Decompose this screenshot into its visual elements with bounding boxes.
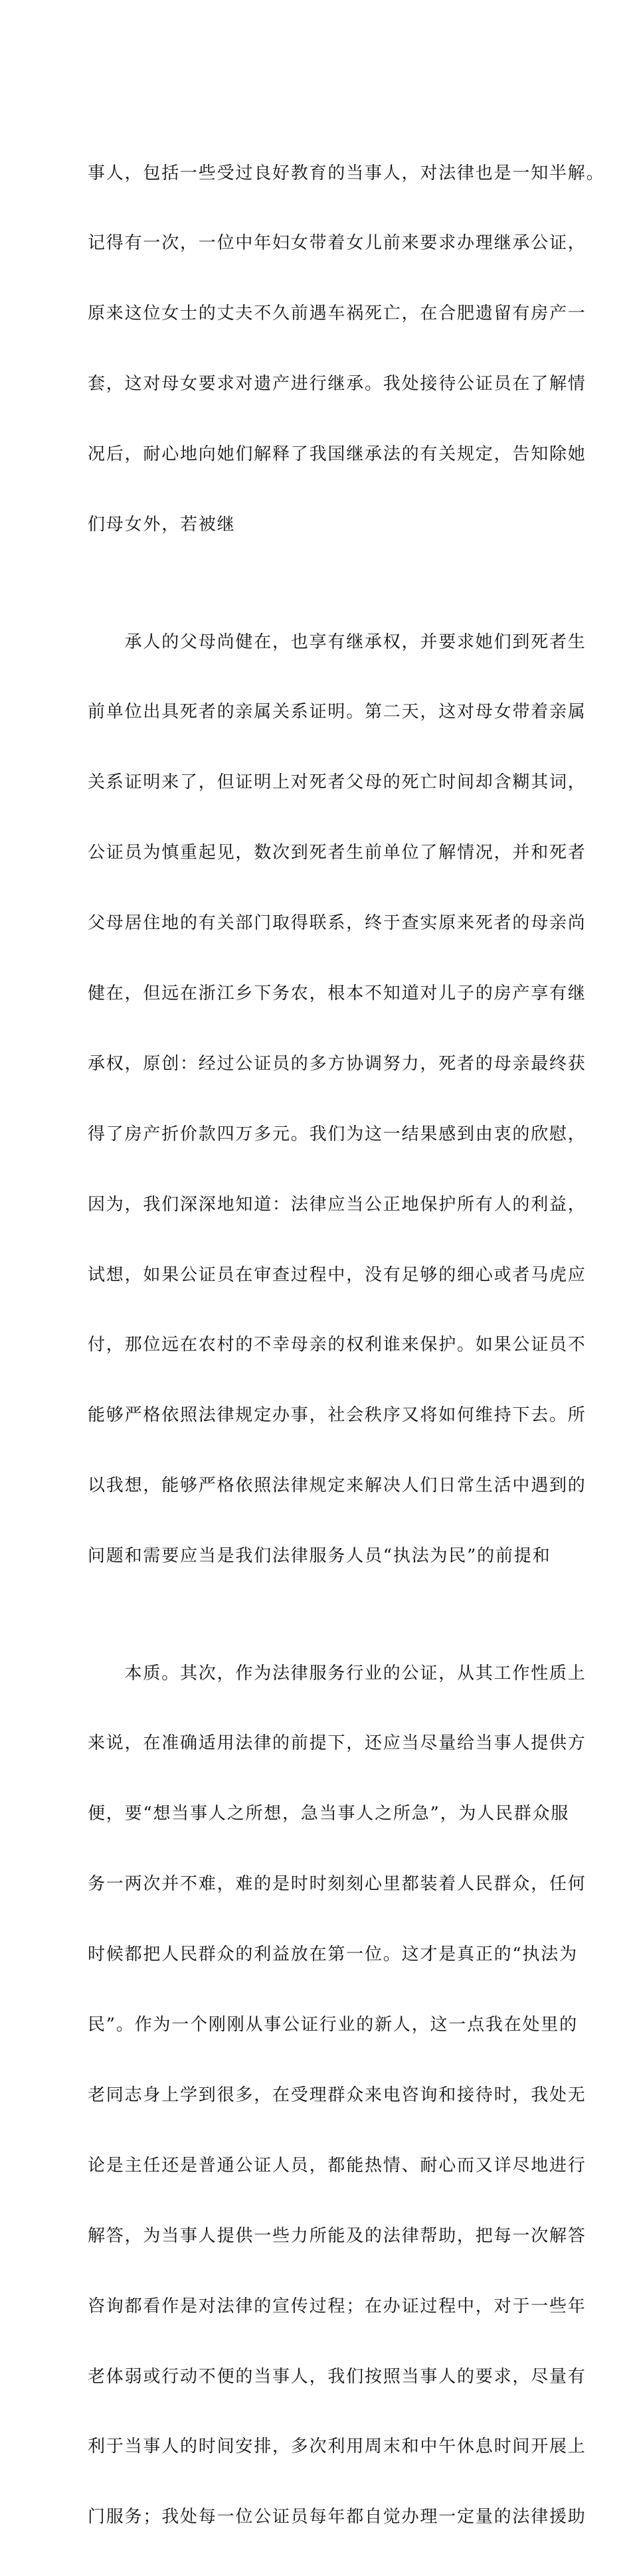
text-line: 门服务；我处每一位公证员每年都自觉办理一定量的法律援助 <box>88 2507 586 2528</box>
text-line: 民”。作为一个刚刚从事公证行业的新人，这一点我在处里的 <box>88 2015 578 2035</box>
text-line: 试想，如果公证员在审查过程中，没有足够的细心或者马虎应 <box>88 1264 586 1285</box>
text-line: 便，要“想当事人之所想，急当事人之所急”，为人民群众服 <box>88 1804 570 1824</box>
document-page <box>88 115 605 2576</box>
text-line: 记得有一次，一位中年妇女带着女儿前来要求办理继承公证， <box>88 233 586 254</box>
text-line: 承人的父母尚健在，也享有继承权，并要求她们到死者生 <box>88 632 586 652</box>
text-line: 问题和需要应当是我们法律服务人员“执法为民”的前提和 <box>88 1546 551 1567</box>
text-line: 老同志身上学到很多，在受理群众来电咨询和接待时，我处无 <box>88 2085 586 2105</box>
text-line: 付，那位远在农村的不幸母亲的权利谁来保护。如果公证员不 <box>88 1335 586 1355</box>
text-line: 务一两次并不难，难的是时时刻刻心里都装着人民群众，任何 <box>88 1874 586 1895</box>
text-line: 以我想，能够严格依照法律规定来解决人们日常生活中遇到的 <box>88 1476 586 1496</box>
paragraph-2 <box>88 584 586 1615</box>
text-line: 因为，我们深深地知道：法律应当公正地保护所有人的利益， <box>88 1194 586 1215</box>
text-line: 承权，原创：经过公证员的多方协调努力，死者的母亲最终获 <box>88 1053 586 1074</box>
text-line: 来说，在准确适用法律的前提下，还应当尽量给当事人提供方 <box>88 1733 586 1754</box>
text-line: 公证员为慎重起见，数次到死者生前单位了解情况，并和死者 <box>88 843 586 863</box>
text-line: 原来这位女士的丈夫不久前遇车祸死亡，在合肥遗留有房产一 <box>88 303 586 324</box>
text-line: 健在，但远在浙江乡下务农，根本不知道对儿子的房产享有继 <box>88 983 586 1003</box>
text-line: 解答，为当事人提供一些力所能及的法律帮助，把每一次解答 <box>88 2225 586 2246</box>
text-line: 得了房产折价款四万多元。我们为这一结果感到由衷的欣慰， <box>88 1124 586 1144</box>
text-line: 况后，耐心地向她们解释了我国继承法的有关规定，告知除她 <box>88 444 586 465</box>
text-line: 事人，包括一些受过良好教育的当事人，对法律也是一知半解。 <box>88 163 605 183</box>
text-line: 能够严格依照法律规定办事，社会秩序又将如何维持下去。所 <box>88 1405 586 1426</box>
text-line: 们母女外，若被继 <box>88 515 236 535</box>
text-line: 咨询都看作是对法律的宣传过程；在办证过程中，对于一些年 <box>88 2296 586 2316</box>
text-line: 套，这对母女要求对遗产进行继承。我处接待公证员在了解情 <box>88 374 586 394</box>
text-line: 时候都把人民群众的利益放在第一位。这才是真正的“执法为 <box>88 1944 578 1965</box>
text-line: 论是主任还是普通公证人员，都能热情、耐心而又详尽地进行 <box>88 2155 586 2176</box>
text-line: 关系证明来了，但证明上对死者父母的死亡时间却含糊其词， <box>88 772 586 793</box>
text-line: 老体弱或行动不便的当事人，我们按照当事人的要求，尽量有 <box>88 2366 586 2387</box>
text-line: 本质。其次，作为法律服务行业的公证，从其工作性质上 <box>88 1663 586 1683</box>
text-line: 父母居住地的有关部门取得联系，终于查实原来死者的母亲尚 <box>88 913 586 934</box>
paragraph-1 <box>88 115 605 584</box>
text-line: 利于当事人的时间安排，多次利用周末和中午休息时间开展上 <box>88 2437 586 2457</box>
text-line: 前单位出具死者的亲属关系证明。第二天，这对母女带着亲属 <box>88 702 586 723</box>
paragraph-3 <box>88 1615 586 2576</box>
